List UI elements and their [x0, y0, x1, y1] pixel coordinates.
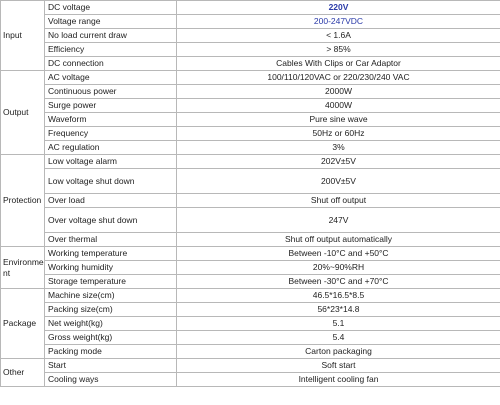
param-waveform: Waveform [45, 113, 177, 127]
value-working-humidity: 20%~90%RH [177, 261, 500, 275]
value-dc-connection: Cables With Clips or Car Adaptor [177, 57, 500, 71]
value-low-voltage-shutdown: 200V±5V [177, 169, 500, 194]
category-environment: Environme nt [1, 247, 45, 289]
table-row [1, 359, 500, 373]
param-start: Start [45, 359, 177, 373]
table-row [1, 15, 500, 29]
category-input: Input [1, 1, 45, 71]
value-over-load: Shut off output [177, 194, 500, 208]
value-ac-voltage: 100/110/120VAC or 220/230/240 VAC [177, 71, 500, 85]
param-over-thermal: Over thermal [45, 233, 177, 247]
value-low-voltage-alarm: 202V±5V [177, 155, 500, 169]
table-row [1, 169, 500, 194]
param-packing-size: Packing size(cm) [45, 303, 177, 317]
param-surge-power: Surge power [45, 99, 177, 113]
value-net-weight: 5.1 [177, 317, 500, 331]
param-cooling-ways: Cooling ways [45, 373, 177, 387]
param-frequency: Frequency [45, 127, 177, 141]
param-over-voltage-shutdown: Over voltage shut down [45, 208, 177, 233]
category-protection: Protection [1, 155, 45, 247]
value-packing-mode: Carton packaging [177, 345, 500, 359]
table-row [1, 141, 500, 155]
table-row [1, 345, 500, 359]
table-row [1, 29, 500, 43]
param-dc-connection: DC connection [45, 57, 177, 71]
table-row [1, 373, 500, 387]
table-row [1, 1, 500, 15]
param-gross-weight: Gross weight(kg) [45, 331, 177, 345]
value-ac-regulation: 3% [177, 141, 500, 155]
table-row [1, 57, 500, 71]
value-working-temperature: Between -10°C and +50°C [177, 247, 500, 261]
table-row [1, 71, 500, 85]
param-dc-voltage: DC voltage [45, 1, 177, 15]
table-row [1, 261, 500, 275]
value-continuous-power: 2000W [177, 85, 500, 99]
table-row [1, 155, 500, 169]
table-row [1, 85, 500, 99]
param-ac-regulation: AC regulation [45, 141, 177, 155]
value-start: Soft start [177, 359, 500, 373]
value-voltage-range: 200-247VDC [177, 15, 500, 29]
value-over-voltage-shutdown: 247V [177, 208, 500, 233]
param-ac-voltage: AC voltage [45, 71, 177, 85]
category-package: Package [1, 289, 45, 359]
value-gross-weight: 5.4 [177, 331, 500, 345]
table-row [1, 127, 500, 141]
param-packing-mode: Packing mode [45, 345, 177, 359]
value-no-load-current: < 1.6A [177, 29, 500, 43]
table-row [1, 289, 500, 303]
value-frequency: 50Hz or 60Hz [177, 127, 500, 141]
value-dc-voltage: 220V [177, 1, 500, 15]
table-row [1, 233, 500, 247]
param-working-temperature: Working temperature [45, 247, 177, 261]
param-low-voltage-alarm: Low voltage alarm [45, 155, 177, 169]
value-surge-power: 4000W [177, 99, 500, 113]
param-low-voltage-shutdown: Low voltage shut down [45, 169, 177, 194]
category-output: Output [1, 71, 45, 155]
value-machine-size: 46.5*16.5*8.5 [177, 289, 500, 303]
table-row [1, 275, 500, 289]
param-continuous-power: Continuous power [45, 85, 177, 99]
table-row [1, 99, 500, 113]
value-packing-size: 56*23*14.8 [177, 303, 500, 317]
category-other: Other [1, 359, 45, 387]
param-storage-temperature: Storage temperature [45, 275, 177, 289]
table-row [1, 247, 500, 261]
param-over-load: Over load [45, 194, 177, 208]
table-row [1, 113, 500, 127]
value-efficiency: > 85% [177, 43, 500, 57]
param-working-humidity: Working humidity [45, 261, 177, 275]
param-machine-size: Machine size(cm) [45, 289, 177, 303]
value-storage-temperature: Between -30°C and +70°C [177, 275, 500, 289]
table-row [1, 194, 500, 208]
value-over-thermal: Shut off output automatically [177, 233, 500, 247]
table-row [1, 303, 500, 317]
value-cooling-ways: Intelligent cooling fan [177, 373, 500, 387]
param-voltage-range: Voltage range [45, 15, 177, 29]
table-row [1, 43, 500, 57]
table-row [1, 331, 500, 345]
value-waveform: Pure sine wave [177, 113, 500, 127]
param-no-load-current: No load current draw [45, 29, 177, 43]
param-net-weight: Net weight(kg) [45, 317, 177, 331]
param-efficiency: Efficiency [45, 43, 177, 57]
table-row [1, 317, 500, 331]
table-row [1, 208, 500, 233]
